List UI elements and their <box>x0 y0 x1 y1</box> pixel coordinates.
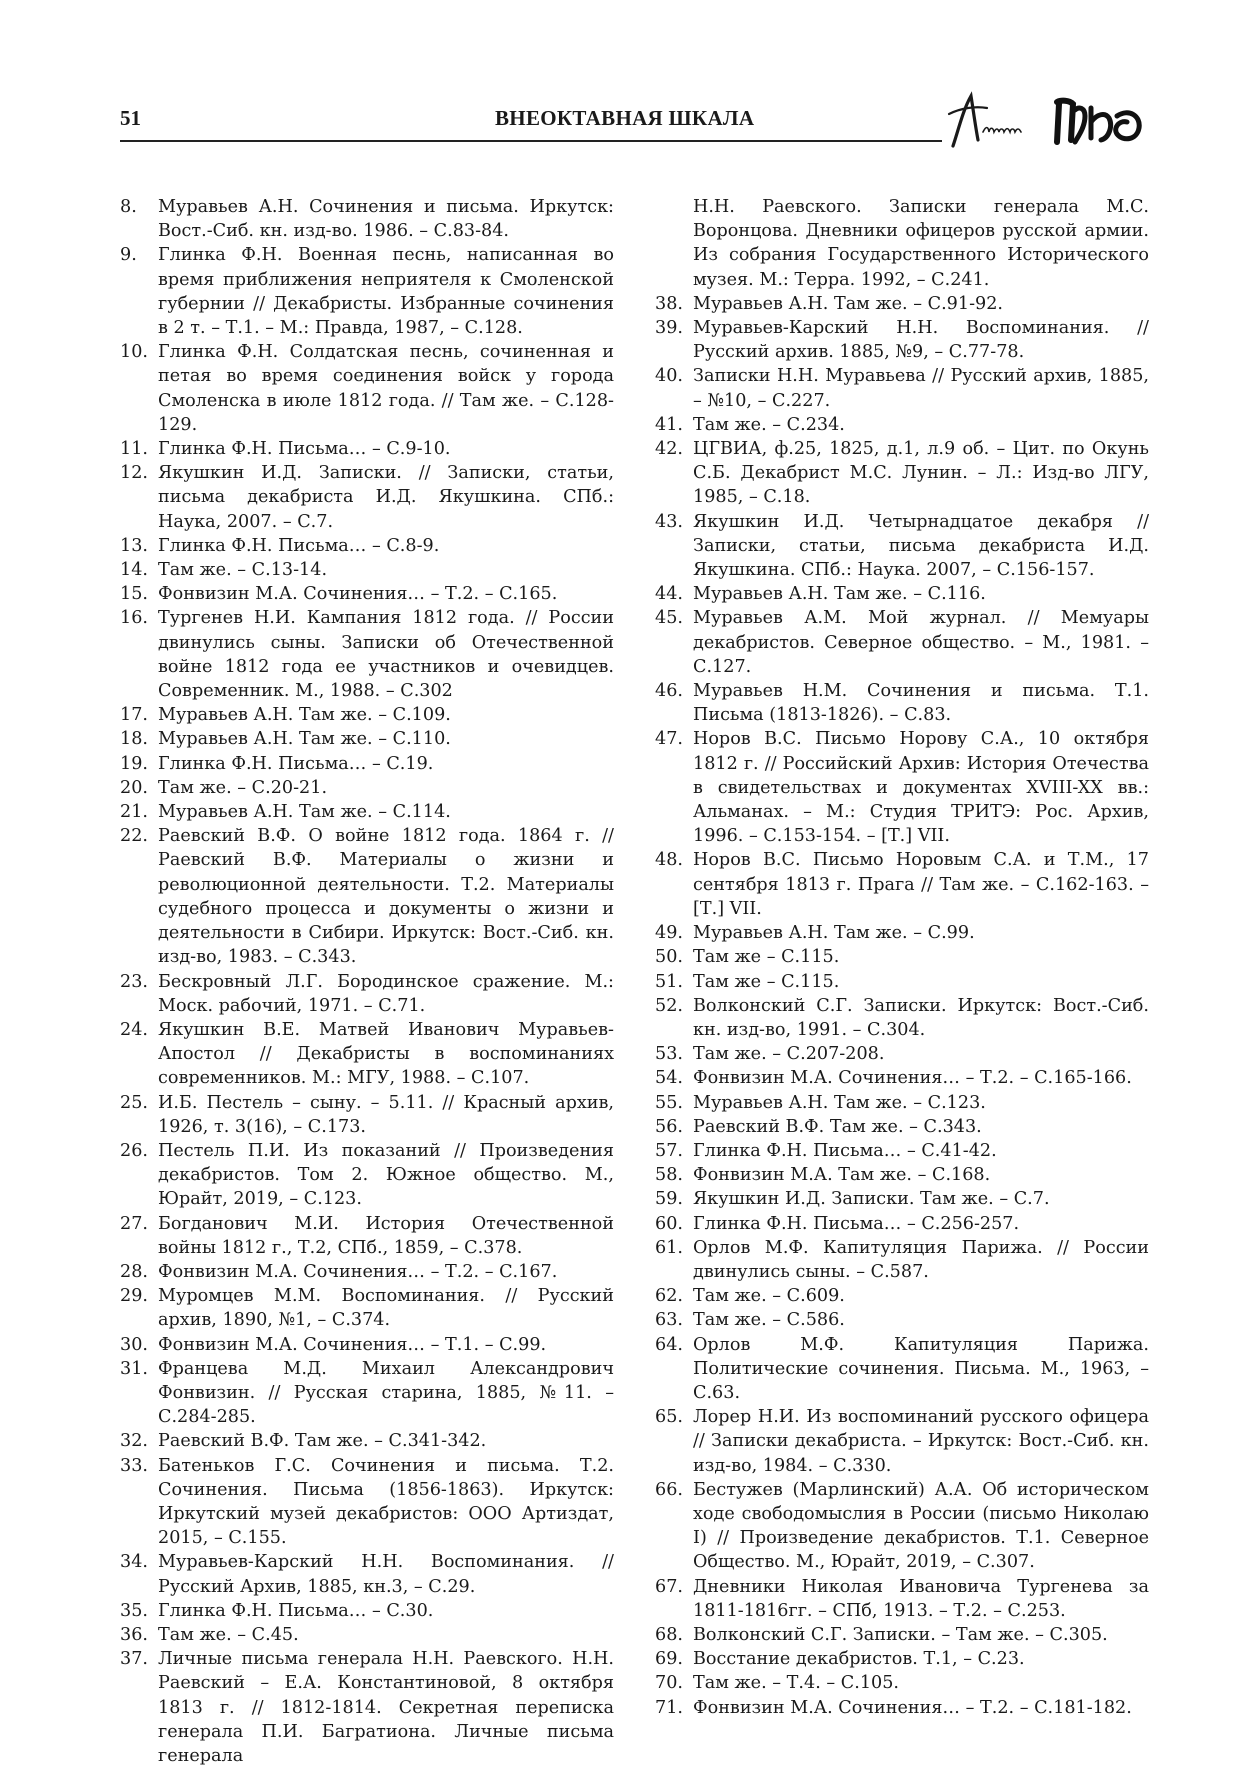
reference-text: Там же. – С.234. <box>693 414 845 435</box>
reference-text: Орлов М.Ф. Капитуляция Парижа. Политические сочинения. Письма. М., 1963, – С.63. <box>693 1334 1149 1403</box>
reference-text: Фонвизин М.А. Сочинения… – Т.2. – С.165. <box>158 584 558 605</box>
reference-item <box>655 364 1149 412</box>
reference-item <box>120 1212 614 1260</box>
reference-text: Муравьев А.Н. Там же. – С.110. <box>158 729 451 750</box>
reference-text: Фонвизин М.А. Сочинения… – Т.2. – С.165-166. <box>693 1068 1132 1089</box>
reference-text: Батеньков Г.С. Сочинения и письма. Т.2. Сочинения. Письма (1856-1863). Иркутск: Иркутский музей декабристов: ООО Артиздат, 2015, – С.155. <box>158 1455 614 1549</box>
reference-text: Бескровный Л.Г. Бородинское сражение. М.: Моск. рабочий, 1971. – С.71. <box>158 971 614 1016</box>
reference-number: 17. <box>120 705 148 726</box>
reference-text: Записки Н.Н. Муравьева // Русский архив, 1885, – №10, – С.227. <box>693 366 1149 411</box>
reference-text: Восстание декабристов. Т.1, – С.23. <box>693 1649 1025 1670</box>
reference-number: 9. <box>120 245 137 266</box>
reference-item <box>655 510 1149 583</box>
reference-number: 71. <box>655 1697 683 1718</box>
reference-number: 54. <box>655 1068 683 1089</box>
reference-number: 56. <box>655 1116 683 1137</box>
reference-text: Муравьев А.Н. Там же. – С.91-92. <box>693 293 1003 314</box>
reference-number: 28. <box>120 1261 148 1282</box>
reference-number: 68. <box>655 1624 683 1645</box>
reference-item <box>120 1647 614 1768</box>
reference-item <box>655 1333 1149 1406</box>
header-rule <box>120 140 942 142</box>
reference-text: Глинка Ф.Н. Письма… – С.8-9. <box>158 535 440 556</box>
reference-number: 60. <box>655 1213 683 1234</box>
reference-number: 18. <box>120 729 148 750</box>
reference-text: Лорер Н.И. Из воспоминаний русского офицера // Записки декабриста. – Иркутск: Вост.-Сиб. кн. изд-во, 1984. – С.330. <box>693 1407 1149 1476</box>
reference-item <box>120 606 614 703</box>
reference-text: Фонвизин М.А. Там же. – С.168. <box>693 1165 991 1186</box>
reference-number: 45. <box>655 608 683 629</box>
reference-text: Раевский В.Ф. Там же. – С.343. <box>693 1116 982 1137</box>
reference-item <box>655 970 1149 994</box>
reference-text: Там же. – Т.4. – С.105. <box>693 1673 899 1694</box>
reference-item <box>655 1042 1149 1066</box>
reference-text: Якушкин И.Д. Записки. // Записки, статьи, письма декабриста И.Д. Якушкина. СПб.: Наука, 2007. – С.7. <box>158 463 614 532</box>
reference-number: 24. <box>120 1019 148 1040</box>
reference-text: Там же – С.115. <box>693 971 840 992</box>
reference-number: 46. <box>655 681 683 702</box>
reference-number: 37. <box>120 1649 148 1670</box>
reference-number: 70. <box>655 1673 683 1694</box>
reference-item <box>655 945 1149 969</box>
reference-text: Бестужев (Марлинский) А.А. Об историческом ходе свободомыслия в России (письмо Николаю I) // Произведение декабристов. Т.1. Северное Общество. М., Юрайт, 2019, – С.307. <box>693 1479 1149 1573</box>
reference-text: Муравьев А.Н. Сочинения и письма. Иркутск: Вост.-Сиб. кн. изд-во. 1986. – С.83-84. <box>158 197 614 242</box>
reference-item <box>655 679 1149 727</box>
reference-item <box>655 1163 1149 1187</box>
reference-number: 48. <box>655 850 683 871</box>
running-title: ВНЕОКТАВНАЯ ШКАЛА <box>495 106 755 130</box>
reference-item <box>655 1623 1149 1647</box>
reference-text: ЦГВИА, ф.25, 1825, д.1, л.9 об. – Цит. по Окунь С.Б. Декабрист М.С. Лунин. – Л.: Изд-во ЛГУ, 1985, – С.18. <box>693 439 1149 508</box>
reference-item <box>655 437 1149 510</box>
reference-text: Там же. – С.609. <box>693 1286 845 1307</box>
reference-item <box>120 1550 614 1598</box>
reference-item <box>120 558 614 582</box>
page-header <box>120 100 1150 146</box>
reference-text: Волконский С.Г. Записки. – Там же. – С.305. <box>693 1624 1108 1645</box>
reference-item <box>120 970 614 1018</box>
reference-number: 41. <box>655 414 683 435</box>
reference-item <box>120 824 614 969</box>
reference-number: 63. <box>655 1310 683 1331</box>
reference-number: 44. <box>655 584 683 605</box>
reference-item <box>655 1284 1149 1308</box>
reference-number: 65. <box>655 1407 683 1428</box>
reference-number: 38. <box>655 293 683 314</box>
page-number: 51 <box>120 106 141 130</box>
reference-item <box>655 921 1149 945</box>
reference-item <box>120 1599 614 1623</box>
right-column <box>655 195 1149 1720</box>
reference-item <box>655 582 1149 606</box>
left-column <box>120 195 614 1768</box>
reference-text: Муравьев А.Н. Там же. – С.99. <box>693 923 975 944</box>
reference-text: Глинка Ф.Н. Военная песнь, написанная во время приближения неприятеля к Смоленской губернии // Декабристы. Избранные сочинения в 2 т. – Т.1. – М.: Правда, 1987, – С.128. <box>158 245 614 339</box>
reference-number: 66. <box>655 1479 683 1500</box>
reference-text: Волконский С.Г. Записки. Иркутск: Вост.-Сиб. кн. изд-во, 1991. – С.304. <box>693 995 1149 1040</box>
reference-text: Фонвизин М.А. Сочинения… – Т.2. – С.167. <box>158 1261 558 1282</box>
reference-item <box>120 776 614 800</box>
reference-text: Раевский В.Ф. Там же. – С.341-342. <box>158 1431 487 1452</box>
reference-text: Глинка Ф.Н. Солдатская песнь, сочиненная и петая во время соединения войск у города Смоленска в июле 1812 года. // Там же. – С.128-129. <box>158 342 614 435</box>
reference-item <box>120 340 614 437</box>
reference-item <box>655 1405 1149 1478</box>
reference-item <box>655 316 1149 364</box>
reference-number: 62. <box>655 1286 683 1307</box>
reference-text: Якушкин И.Д. Записки. Там же. – С.7. <box>693 1189 1050 1210</box>
reference-item <box>120 461 614 534</box>
reference-item <box>655 606 1149 679</box>
reference-number: 34. <box>120 1552 148 1573</box>
reference-number: 67. <box>655 1576 683 1597</box>
reference-item <box>655 1212 1149 1236</box>
reference-item <box>655 1236 1149 1284</box>
reference-item <box>120 1429 614 1453</box>
reference-item <box>120 1091 614 1139</box>
reference-number: 42. <box>655 439 683 460</box>
reference-item <box>655 292 1149 316</box>
reference-text: Фонвизин М.А. Сочинения… – Т.2. – С.181-182. <box>693 1697 1132 1718</box>
reference-number: 12. <box>120 463 148 484</box>
reference-number: 49. <box>655 923 683 944</box>
reference-text: Глинка Ф.Н. Письма… – С.19. <box>158 753 434 774</box>
reference-text: Муравьев-Карский Н.Н. Воспоминания. // Русский архив. 1885, №9, – С.77-78. <box>693 318 1149 363</box>
reference-item <box>120 1260 614 1284</box>
reference-item <box>655 413 1149 437</box>
reference-number: 14. <box>120 560 148 581</box>
reference-item <box>120 437 614 461</box>
reference-item <box>655 994 1149 1042</box>
reference-text: Там же – С.115. <box>693 947 840 968</box>
reference-number: 15. <box>120 584 148 605</box>
reference-number: 30. <box>120 1334 148 1355</box>
reference-item <box>120 1357 614 1430</box>
reference-item <box>120 1333 614 1357</box>
reference-number: 52. <box>655 995 683 1016</box>
reference-text: Пестель П.И. Из показаний // Произведения декабристов. Том 2. Южное общество. М., Юрайт, 2019, – С.123. <box>158 1140 614 1210</box>
reference-text: Якушкин И.Д. Четырнадцатое декабря // Записки, статьи, письма декабриста И.Д. Якушкина. СПб.: Наука. 2007, – С.156-157. <box>693 511 1149 581</box>
reference-text: И.Б. Пестель – сыну. – 5.11. // Красный архив, 1926, т. 3(16), – С.173. <box>158 1092 614 1137</box>
right-column-list <box>655 292 1149 1720</box>
reference-text: Норов В.С. Письмо Норовым С.А. и Т.М., 17 сентября 1813 г. Прага // Там же. – С.162-163. – [Т.] VII. <box>693 850 1149 919</box>
reference-number: 51. <box>655 971 683 992</box>
reference-text: Францева М.Д. Михаил Александрович Фонвизин. // Русская старина, 1885, №11. – С.284-285. <box>158 1358 614 1428</box>
reference-text: Там же. – С.586. <box>693 1310 845 1331</box>
reference-item <box>120 703 614 727</box>
reference-number: 57. <box>655 1140 683 1161</box>
reference-item <box>120 243 614 340</box>
reference-number: 27. <box>120 1213 148 1234</box>
reference-number: 8. <box>120 197 137 217</box>
reference-text: Богданович М.И. История Отечественной войны 1812 г., Т.2, СПб., 1859, – С.378. <box>158 1213 614 1258</box>
reference-item <box>655 848 1149 921</box>
reference-number: 29. <box>120 1286 148 1307</box>
reference-text: Фонвизин М.А. Сочинения… – Т.1. – С.99. <box>158 1334 547 1355</box>
reference-item <box>655 1478 1149 1575</box>
reference-text: Норов В.С. Письмо Норову С.А., 10 октября 1812 г. // Российский Архив: История Отечества в свидетельствах и документах XVIII-XX вв.: Альманах. – М.: Студия ТРИТЭ: Рос. Архив, 1996. – С.153-154. – [Т.] VII. <box>693 729 1149 847</box>
reference-text: Там же. – С.207-208. <box>693 1044 885 1065</box>
reference-number: 31. <box>120 1358 148 1379</box>
reference-number: 53. <box>655 1044 683 1065</box>
reference-number: 40. <box>655 366 683 387</box>
reference-text: Личные письма генерала Н.Н. Раевского. Н.Н. Раевский – Е.А. Константиновой, 8 октября 1813 г. // 1812-1814. Секретная переписка генерала П.И. Багратиона. Личные письма генерала <box>158 1649 614 1766</box>
reference-number: 39. <box>655 318 683 339</box>
reference-text: Муравьев А.Н. Там же. – С.109. <box>158 705 451 726</box>
reference-number: 35. <box>120 1600 148 1621</box>
reference-number: 69. <box>655 1649 683 1670</box>
reference-text: Там же. – С.13-14. <box>158 560 328 581</box>
reference-text: Якушкин В.Е. Матвей Иванович Муравьев-Апостол // Декабристы в воспоминаниях современников. М.: МГУ, 1988. – С.107. <box>158 1019 614 1089</box>
reference-item <box>120 1284 614 1332</box>
reference-text: Глинка Ф.Н. Письма… – С.30. <box>158 1600 434 1621</box>
reference-number: 55. <box>655 1092 683 1113</box>
reference-item <box>655 1187 1149 1211</box>
reference-item <box>655 1671 1149 1695</box>
reference-text: Муравьев Н.М. Сочинения и письма. Т.1. Письма (1813-1826). – С.83. <box>693 681 1149 726</box>
reference-item <box>655 1647 1149 1671</box>
reference-item <box>120 727 614 751</box>
reference-text: Муравьев-Карский Н.Н. Воспоминания. // Русский Архив, 1885, кн.3, – С.29. <box>158 1552 614 1597</box>
reference-item <box>655 1139 1149 1163</box>
reference-item <box>120 195 614 243</box>
reference-number: 16. <box>120 608 148 629</box>
reference-number: 10. <box>120 342 148 363</box>
reference-item <box>655 1066 1149 1090</box>
reference-number: 47. <box>655 729 683 750</box>
reference-item <box>655 727 1149 848</box>
reference-item <box>120 1139 614 1212</box>
reference-item <box>655 1091 1149 1115</box>
reference-number: 59. <box>655 1189 683 1210</box>
reference-text: Глинка Ф.Н. Письма… – С.256-257. <box>693 1213 1020 1234</box>
reference-text: Муравьев А.Н. Там же. – С.114. <box>158 802 451 823</box>
reference-text: Глинка Ф.Н. Письма… – С.9-10. <box>158 439 451 460</box>
reference-number: 43. <box>655 511 683 532</box>
reference-item <box>655 1115 1149 1139</box>
reference-text: Муравьев А.Н. Там же. – С.123. <box>693 1092 986 1113</box>
reference-number: 61. <box>655 1237 683 1258</box>
reference-text: Раевский В.Ф. О войне 1812 года. 1864 г. // Раевский В.Ф. Материалы о жизни и революционной деятельности. Т.2. Материалы судебного процесса и документы о жизни и деятельности в Сибири. Иркутск: Вост.-Сиб. кн. изд-во, 1983. – С.343. <box>158 826 614 968</box>
reference-item <box>120 534 614 558</box>
reference-number: 26. <box>120 1140 148 1161</box>
reference-item <box>120 752 614 776</box>
reference-text: Дневники Николая Ивановича Тургенева за 1811-1816гг. – СПб, 1913. – Т.2. – С.253. <box>693 1576 1149 1621</box>
reference-text: Муравьев А.М. Мой журнал. // Мемуары декабристов. Северное общество. – М., 1981. – С.127. <box>693 608 1149 677</box>
reference-number: 33. <box>120 1455 148 1476</box>
reference-number: 21. <box>120 802 148 823</box>
reference-text: Глинка Ф.Н. Письма… – С.41-42. <box>693 1140 997 1161</box>
reference-number: 20. <box>120 777 148 798</box>
reference-number: 13. <box>120 535 148 556</box>
reference-text: Там же. – С.20-21. <box>158 777 328 798</box>
reference-text: Тургенев Н.И. Кампания 1812 года. // России двинулись сыны. Записки об Отечественной войне 1812 года ее участников и очевидцев. Современник. М., 1988. – С.302 <box>158 608 614 702</box>
reference-number: 58. <box>655 1165 683 1186</box>
reference-number: 25. <box>120 1092 148 1113</box>
reference-number: 19. <box>120 753 148 774</box>
reference-number: 22. <box>120 826 148 847</box>
reference-item <box>120 1018 614 1091</box>
reference-number: 23. <box>120 971 148 992</box>
reference-item <box>120 1454 614 1551</box>
reference-text: Там же. – С.45. <box>158 1624 299 1645</box>
reference-number: 11. <box>120 439 148 460</box>
reference-continuation: Н.Н. Раевского. Записки генерала М.С. Воронцова. Дневники офицеров русской армии. Из собрания Государственного Исторического музея. М.: Терра. 1992, – С.241. <box>693 197 1149 290</box>
reference-text: Муромцев М.М. Воспоминания. // Русский архив, 1890, №1, – С.374. <box>158 1286 614 1331</box>
reference-number: 50. <box>655 947 683 968</box>
reference-text: Муравьев А.Н. Там же. – С.116. <box>693 584 986 605</box>
reference-number: 64. <box>655 1334 683 1355</box>
reference-item <box>655 1308 1149 1332</box>
reference-item <box>120 800 614 824</box>
reference-text: Орлов М.Ф. Капитуляция Парижа. // России двинулись сыны. – С.587. <box>693 1237 1149 1282</box>
reference-number: 36. <box>120 1624 148 1645</box>
reference-number: 32. <box>120 1431 148 1452</box>
reference-item <box>655 1575 1149 1623</box>
reference-item <box>120 582 614 606</box>
reference-item <box>655 1696 1149 1720</box>
reference-item <box>120 1623 614 1647</box>
journal-logo <box>945 88 1150 150</box>
